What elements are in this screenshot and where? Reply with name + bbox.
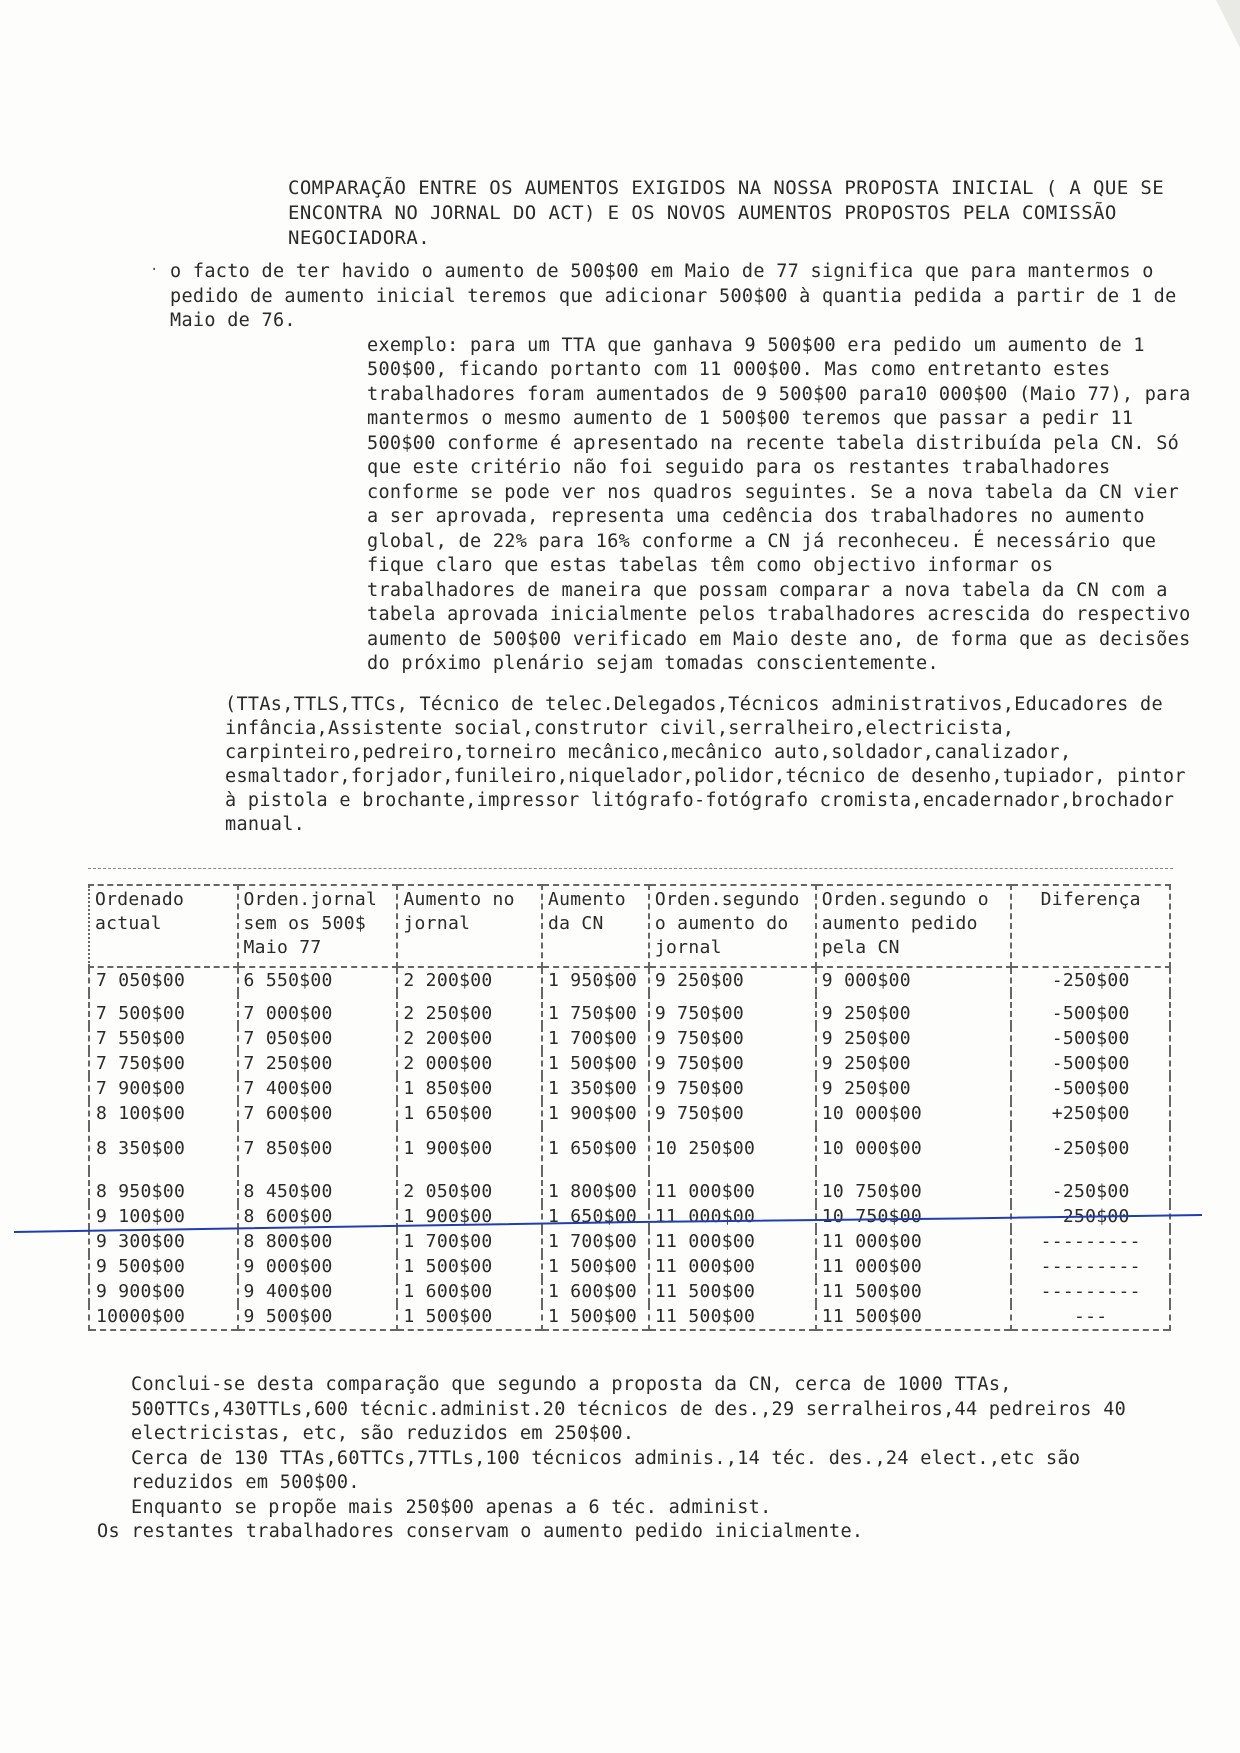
table-cell: 8 350$00 xyxy=(89,1126,238,1171)
table-cell: --- xyxy=(1011,1304,1170,1330)
table-cell: 1 800$00 xyxy=(542,1171,649,1204)
table-cell: 2 000$00 xyxy=(397,1051,542,1076)
table-cell: 1 500$00 xyxy=(397,1254,542,1279)
table-cell: 7 000$00 xyxy=(238,993,398,1026)
col-header: Orden.jornal sem os 500$ Maio 77 xyxy=(238,885,398,967)
table-row xyxy=(89,1026,1170,1051)
col-header: Ordenado actual xyxy=(89,885,238,967)
table-cell: 11 000$00 xyxy=(816,1254,1012,1279)
table-cell: 1 900$00 xyxy=(397,1204,542,1229)
table-row xyxy=(89,1051,1170,1076)
table-cell: 10 750$00 xyxy=(816,1204,1012,1229)
table-cell: 9 900$00 xyxy=(89,1279,238,1304)
conclusion-p1: Conclui-se desta comparação que segundo a proposta da CN, cerca de 1000 TTAs, 500TTCs,430TTLs,600 técnic.administ.20 técnicos de des.,29 serralheiros,44 pedreiros 40 electricistas, etc, são reduzidos em 250$00. xyxy=(131,1374,1127,1444)
table-cell: 8 600$00 xyxy=(238,1204,398,1229)
table-cell: 9 400$00 xyxy=(238,1279,398,1304)
table-cell: +250$00 xyxy=(1011,1101,1170,1126)
table-cell: 2 200$00 xyxy=(397,967,542,993)
table-cell: 1 700$00 xyxy=(397,1229,542,1254)
table-cell: 10 250$00 xyxy=(649,1126,816,1171)
table-cell: 1 500$00 xyxy=(542,1254,649,1279)
table-cell: 7 600$00 xyxy=(238,1101,398,1126)
table-cell: 1 650$00 xyxy=(542,1126,649,1171)
table-cell: 11 500$00 xyxy=(649,1304,816,1330)
table-cell: 9 100$00 xyxy=(89,1204,238,1229)
table-cell: 1 950$00 xyxy=(542,967,649,993)
table-cell: 11 000$00 xyxy=(649,1171,816,1204)
categories-list: (TTAs,TTLS,TTCs, Técnico de telec.Delegados,Técnicos administrativos,Educadores de infância,Assistente social,construtor civil,serralheiro,electricista, carpinteiro,pedreiro,torneiro mecânico,mecânico auto,soldador,canalizador, esmaltador,forjador,funileiro,niquelador,polidor,técnico de desenho,tupiador, pintor à pistola e brochante,impressor litógrafo-fotógrafo cromista,encadernador,brochador manual. xyxy=(225,694,1186,835)
intro-paragraph xyxy=(170,260,1200,677)
table-cell: -250$00 xyxy=(1011,967,1170,993)
table-cell: 10000$00 xyxy=(89,1304,238,1330)
comparison-table xyxy=(88,884,1171,1331)
table-cell: 11 000$00 xyxy=(649,1204,816,1229)
folded-corner xyxy=(1216,0,1240,48)
table-cell: 7 500$00 xyxy=(89,993,238,1026)
table-header-row xyxy=(89,885,1170,967)
table-cell: -250$00 xyxy=(1011,1204,1170,1229)
table-cell: 9 250$00 xyxy=(816,1026,1012,1051)
table-row xyxy=(89,1076,1170,1101)
table-cell: 1 500$00 xyxy=(542,1304,649,1330)
table-cell: 9 250$00 xyxy=(816,1076,1012,1101)
col-header: Aumento da CN xyxy=(542,885,649,967)
table-cell: 11 500$00 xyxy=(816,1279,1012,1304)
example-text: exemplo: para um TTA que ganhava 9 500$00 era pedido um aumento de 1 500$00, ficando portanto com 11 000$00. Mas como entretanto estes trabalhadores foram aumentados de 9 500$00 para10 000$00 (Maio 77), para mantermos o mesmo aumento de 1 500$00 teremos que passar a pedir 11 500$00 conforme é apresentado na recente tabela distribuída pela CN. Só que este critério não foi seguido para os restantes trabalhadores conforme se pode ver nos quadros seguintes. Se a nova tabela da CN vier a ser aprovada, representa uma cedência dos trabalhadores no aumento global, de 22% para 16% conforme a CN já reconheceu. É necessário que fique claro que estas tabelas têm como objectivo informar os trabalhadores de maneira que possam comparar a nova tabela da CN com a tabela aprovada inicialmente pelos trabalhadores acrescida do respectivo aumento de 500$00 verificado em Maio deste ano, de forma que as decisões do próximo plenário sejam tomadas conscientemente. xyxy=(367,334,1191,674)
table-cell: --------- xyxy=(1011,1229,1170,1254)
bullet-mark: · xyxy=(150,262,159,278)
pen-underline xyxy=(0,1210,1240,1240)
table-cell: 1 900$00 xyxy=(542,1101,649,1126)
table-cell: 9 300$00 xyxy=(89,1229,238,1254)
table-cell: 7 900$00 xyxy=(89,1076,238,1101)
table-cell: 1 850$00 xyxy=(397,1076,542,1101)
table-cell: 2 250$00 xyxy=(397,993,542,1026)
table-cell: 9 750$00 xyxy=(649,993,816,1026)
table-cell: 1 500$00 xyxy=(542,1051,649,1076)
conclusion-p3: Enquanto se propõe mais 250$00 apenas a 6 téc. administ. xyxy=(131,1496,772,1518)
table-cell: 9 250$00 xyxy=(816,1051,1012,1076)
table-cell: 10 000$00 xyxy=(816,1126,1012,1171)
table-row xyxy=(89,1254,1170,1279)
table-cell: -500$00 xyxy=(1011,1051,1170,1076)
table-cell: 9 000$00 xyxy=(238,1254,398,1279)
table-cell: -500$00 xyxy=(1011,993,1170,1026)
table-row xyxy=(89,1171,1170,1204)
dashed-separator xyxy=(88,868,1173,869)
table-cell: 8 450$00 xyxy=(238,1171,398,1204)
table-cell: 2 050$00 xyxy=(397,1171,542,1204)
table-cell: 1 650$00 xyxy=(397,1101,542,1126)
table-cell: 7 050$00 xyxy=(89,967,238,993)
table-cell: -250$00 xyxy=(1011,1171,1170,1204)
table-cell: 1 600$00 xyxy=(542,1279,649,1304)
table-cell: 11 000$00 xyxy=(649,1229,816,1254)
table-cell: 1 900$00 xyxy=(397,1126,542,1171)
table-cell: 7 850$00 xyxy=(238,1126,398,1171)
col-header: Diferença xyxy=(1011,885,1170,967)
intro-text: o facto de ter havido o aumento de 500$00 em Maio de 77 significa que para mantermos o pedido de aumento inicial teremos que adicionar 500$00 à quantia pedida a partir de 1 de Maio de 76. xyxy=(170,261,1177,331)
table-row xyxy=(89,1279,1170,1304)
conclusion-p4: Os restantes trabalhadores conservam o aumento pedido inicialmente. xyxy=(97,1521,864,1542)
table-cell: 6 550$00 xyxy=(238,967,398,993)
table-row xyxy=(89,967,1170,993)
table-cell: 1 500$00 xyxy=(397,1304,542,1330)
table-cell: 9 500$00 xyxy=(238,1304,398,1330)
table-cell: 9 750$00 xyxy=(649,1051,816,1076)
table-row xyxy=(89,993,1170,1026)
table-cell: 9 750$00 xyxy=(649,1076,816,1101)
table-row xyxy=(89,1101,1170,1126)
table-cell: 7 400$00 xyxy=(238,1076,398,1101)
table-cell: --------- xyxy=(1011,1279,1170,1304)
table-cell: 7 050$00 xyxy=(238,1026,398,1051)
table-cell: 9 750$00 xyxy=(649,1026,816,1051)
table-cell: 1 750$00 xyxy=(542,993,649,1026)
table-cell: 9 250$00 xyxy=(816,993,1012,1026)
table-cell: -500$00 xyxy=(1011,1076,1170,1101)
table-body xyxy=(89,967,1170,1330)
table-cell: 11 500$00 xyxy=(816,1304,1012,1330)
table-cell: -250$00 xyxy=(1011,1126,1170,1171)
table-cell: 10 000$00 xyxy=(816,1101,1012,1126)
table-cell: 1 600$00 xyxy=(397,1279,542,1304)
table-cell: 11 000$00 xyxy=(649,1254,816,1279)
table-cell: 9 750$00 xyxy=(649,1101,816,1126)
table-cell: 2 200$00 xyxy=(397,1026,542,1051)
table-cell: 1 700$00 xyxy=(542,1026,649,1051)
table-row xyxy=(89,1126,1170,1171)
table-cell: 1 700$00 xyxy=(542,1229,649,1254)
table-cell: 7 750$00 xyxy=(89,1051,238,1076)
table-cell: 8 800$00 xyxy=(238,1229,398,1254)
table-cell: 10 750$00 xyxy=(816,1171,1012,1204)
table-cell: 8 950$00 xyxy=(89,1171,238,1204)
table-cell: 8 100$00 xyxy=(89,1101,238,1126)
conclusion-block xyxy=(97,1373,1177,1545)
col-header: Aumento no jornal xyxy=(397,885,542,967)
table-cell: -500$00 xyxy=(1011,1026,1170,1051)
table-cell: 1 650$00 xyxy=(542,1204,649,1229)
table-cell: --------- xyxy=(1011,1254,1170,1279)
table-cell: 11 000$00 xyxy=(816,1229,1012,1254)
page-title: COMPARAÇÃO ENTRE OS AUMENTOS EXIGIDOS NA NOSSA PROPOSTA INICIAL ( A QUE SE ENCONTRA NO JORNAL DO ACT) E OS NOVOS AUMENTOS PROPOSTOS PELA COMISSÃO NEGOCIADORA. xyxy=(288,177,1165,249)
table-cell: 9 500$00 xyxy=(89,1254,238,1279)
table-cell: 9 000$00 xyxy=(816,967,1012,993)
conclusion-p2: Cerca de 130 TTAs,60TTCs,7TTLs,100 técnicos adminis.,14 téc. des.,24 elect.,etc são reduzidos em 500$00. xyxy=(131,1447,1081,1493)
table-cell: 11 500$00 xyxy=(649,1279,816,1304)
table-cell: 9 250$00 xyxy=(649,967,816,993)
col-header: Orden.segundo o aumento pedido pela CN xyxy=(816,885,1012,967)
table-cell: 1 350$00 xyxy=(542,1076,649,1101)
table-row xyxy=(89,1304,1170,1330)
col-header: Orden.segundo o aumento do jornal xyxy=(649,885,816,967)
table-cell: 7 250$00 xyxy=(238,1051,398,1076)
table-cell: 7 550$00 xyxy=(89,1026,238,1051)
